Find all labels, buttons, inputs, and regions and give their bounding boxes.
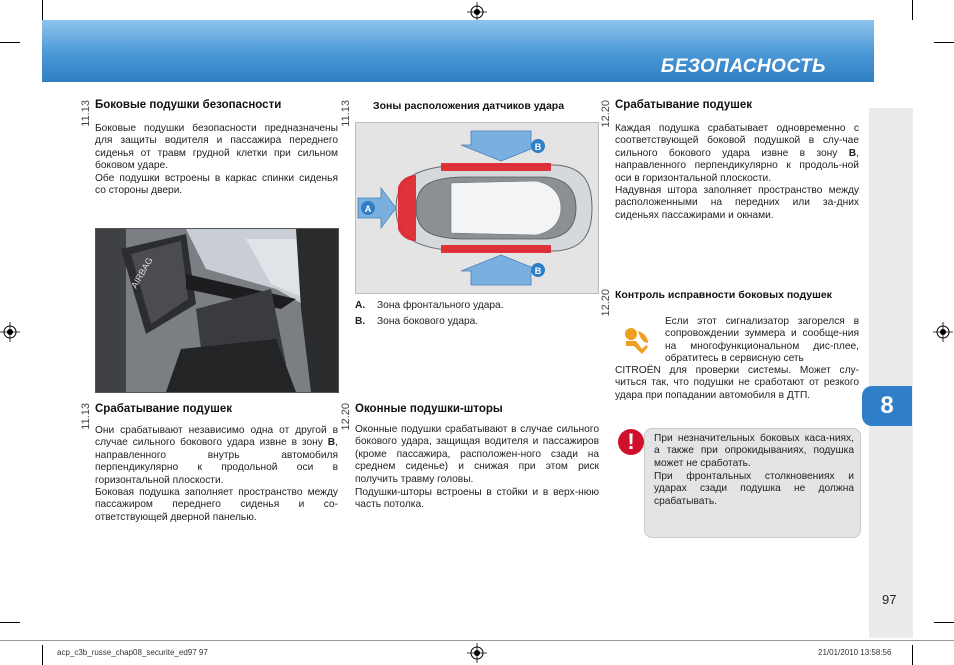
legend-text: Зона бокового удара. (377, 316, 479, 327)
warning-icon: ! (618, 429, 644, 455)
text-run: Они срабатывают независимо одна от другой в случае сильного бокового удара извне в зону (95, 425, 338, 449)
footer-file-name: acp_c3b_russe_chap08_securite_ed97 97 (57, 648, 208, 657)
section-code: 11.13 (340, 100, 352, 127)
zone-letter: B (327, 437, 336, 449)
registration-mark-icon (933, 322, 953, 342)
legend-item (355, 316, 600, 328)
footer-divider (0, 640, 954, 641)
section-heading: Боковые подушки безопасности (95, 99, 282, 111)
warning-text: При незначительных боковых каса-ниях, а также при опрокидываниях, подушка может не сработать. (654, 433, 854, 469)
paragraph: CITROËN для проверки системы. Может слу-читься так, что подушки не сработают от резкого удара при попадании автомобиля в ДТП. (615, 365, 859, 401)
paragraph: Надувная штора заполняет пространство между расположенными на передних или за-дних сиденьях пассажирами и окнами. (615, 185, 859, 221)
crop-mark (42, 645, 43, 665)
paragraph (95, 425, 338, 487)
page-number: 97 (882, 592, 897, 607)
sensor-zones-diagram (355, 122, 599, 294)
text-run: Каждая подушка срабатывает одновременно с соответствующей боковой подушкой в слу-чае сильного бокового удара извне в зону (615, 123, 859, 159)
text-run: , направленного перпендикулярно к продоль-ной оси в горизонтальной плоскости. (615, 147, 859, 184)
chapter-tab: 8 (862, 386, 912, 426)
registration-mark-icon (467, 643, 487, 663)
footer-timestamp: 21/01/2010 13:58:56 (818, 648, 892, 657)
seat-airbag-illustration (96, 229, 338, 392)
section-code: 11.13 (80, 100, 92, 127)
side-strip (869, 108, 913, 638)
paragraph: Оконные подушки срабатывают в случае сильного бокового удара, защищая водителя и пассажиров (кроме пассажира, расположен-ного сзади на среднем сиденье) и снижая при этом риск получить травму головы. (355, 424, 599, 485)
paragraph: Если этот сигнализатор загорелся в сопровождении зуммера и сообще-ния на многофункциональном дис-плее, обратитесь в сервисную сеть (665, 316, 859, 365)
section-code: 12.20 (600, 289, 612, 317)
crop-mark (934, 622, 954, 623)
warning-text: При фронтальных столкновениях и ударах сзади подушка не должна срабатывать. (654, 471, 854, 507)
legend-key: B. (355, 316, 366, 327)
section-code: 11.13 (80, 403, 92, 430)
crop-mark (912, 645, 913, 665)
paragraph: Обе подушки встроены в каркас спинки сиденья со стороны двери. (95, 173, 338, 197)
paragraph (615, 123, 859, 185)
zone-letter: B (848, 147, 857, 159)
legend-text: Зона фронтального удара. (377, 300, 504, 311)
section-heading: Срабатывание подушек (615, 99, 752, 111)
section-code: 12.20 (340, 403, 352, 431)
paragraph: Подушки-шторы встроены в стойки и в верх-нюю часть потолка. (355, 487, 599, 511)
section-heading: Зоны расположения датчиков удара (373, 100, 565, 112)
zone-b-marker: B (534, 266, 542, 276)
legend-item (355, 300, 600, 312)
crop-mark (934, 42, 954, 43)
zone-a-marker: A (364, 204, 372, 214)
text-run: , направленного внутрь автомобиля перпендикулярно к продольной оси в горизонтальной плоскости. (95, 437, 338, 486)
zone-b-marker: B (534, 142, 542, 152)
section-heading: Срабатывание подушек (95, 403, 232, 415)
section-code: 12.20 (600, 100, 612, 128)
section-heading: Контроль исправности боковых подушек (615, 289, 832, 301)
section-heading: Оконные подушки-шторы (355, 403, 503, 415)
car-top-view (356, 123, 598, 293)
airbag-label: AIRBAG (129, 255, 155, 290)
registration-mark-icon (0, 322, 20, 342)
paragraph: Боковая подушка заполняет пространство между пассажиром переднего сиденья и со-ответствующей дверной панелью. (95, 487, 338, 523)
registration-mark-icon (467, 2, 487, 22)
seat-airbag-photo (95, 228, 339, 393)
legend-key: A. (355, 300, 366, 311)
airbag-warning-lamp-icon (620, 325, 652, 355)
crop-mark (0, 622, 20, 623)
paragraph: Боковые подушки безопасности предназначены для защиты водителя и пассажира переднего сиденья от травм грудной клетки при сильном боковом ударе. (95, 123, 338, 172)
page-title: БЕЗОПАСНОСТЬ (660, 56, 826, 77)
crop-mark (912, 0, 913, 20)
crop-mark (0, 42, 20, 43)
crop-mark (42, 0, 43, 20)
